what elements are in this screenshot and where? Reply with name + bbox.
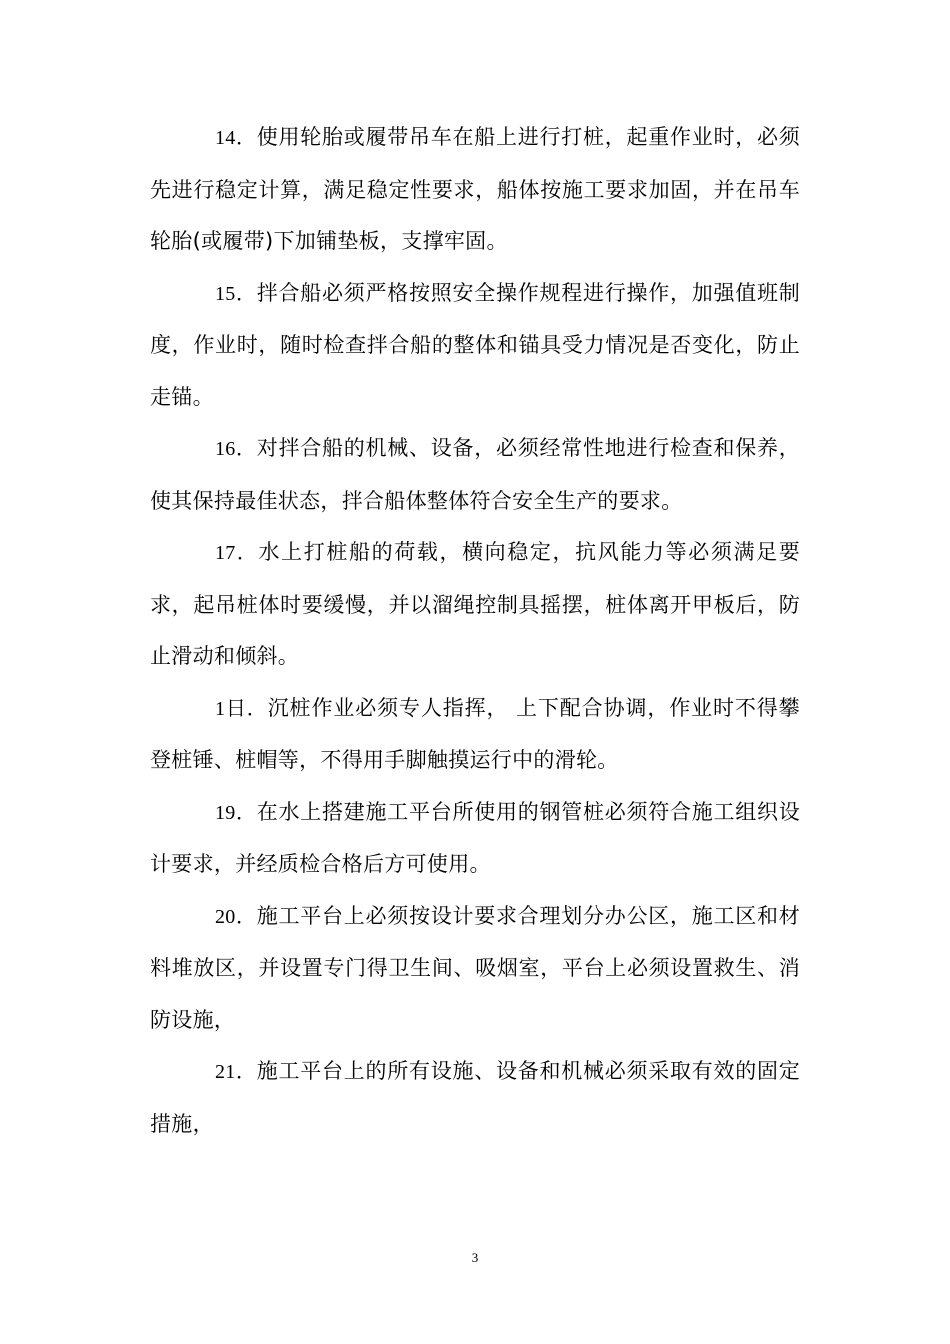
paragraph-text: 拌合船必须严格按照安全操作规程进行操作，加强值班制度，作业时，随时检查拌合船的整体和锚具受力情况是否变化，防止走锚。 [150,280,800,409]
paragraph-text: 沉桩作业必须专人指挥， 上下配合协调，作业时不得攀登桩锤、桩帽等，不得用手脚触摸运行中的滑轮。 [150,695,800,772]
paragraph-text: 在水上搭建施工平台所使用的钢管桩必须符合施工组织设计要求，并经质检合格后方可使用。 [150,799,800,876]
paragraph-19 [150,787,800,891]
paragraph-17 [150,527,800,683]
paragraph-number: 21． [215,1061,257,1083]
paragraph-number: 14． [215,127,257,149]
paragraph-number: 15． [215,282,257,305]
page-number: 3 [471,1250,479,1265]
paragraph-number: 19． [215,801,257,824]
paragraph-text: 施工平台上必须按设计要求合理划分办公区，施工区和材料堆放区，并设置专门得卫生间、吸烟室，平台上必须设置救生、消防设施， [150,903,800,1032]
paragraph-15 [150,268,800,424]
paragraph-number: 17． [215,542,259,564]
paragraph-text: 对拌合船的机械、设备，必须经常性地进行检查和保养，使其保持最佳状态，拌合船体整体符合安全生产的要求。 [150,436,800,513]
paragraph-text: 施工平台上的所有设施、设备和机械必须采取有效的固定措施， [150,1059,800,1136]
paragraph-number: 16． [215,438,257,460]
paragraph-21 [150,1046,800,1150]
paragraph-number: 1日． [215,697,268,720]
paragraph-text: 水上打桩船的荷载，横向稳定，抗风能力等必须满足要求，起吊桩体时要缓慢，并以溜绳控制具摇摆，桩体离开甲板后，防止滑动和倾斜。 [150,540,800,668]
paragraph-18 [150,683,800,787]
paragraph-number: 20． [215,905,257,928]
paragraph-text: 使用轮胎或履带吊车在船上进行打桩，起重作业时，必须先进行稳定计算，满足稳定性要求，船体按施工要求加固，并在吊车轮胎(或履带)下加铺垫板，支撑牢固。 [150,125,800,253]
paragraph-14 [150,112,800,268]
document-body [150,112,800,1150]
paragraph-16 [150,423,800,527]
paragraph-20 [150,891,800,1047]
